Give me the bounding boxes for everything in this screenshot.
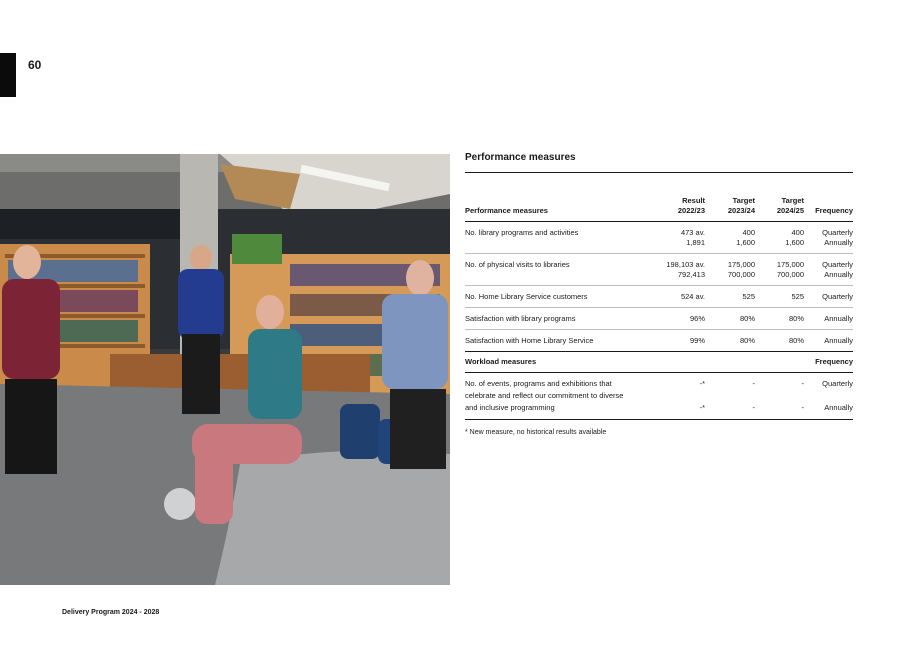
header-frequency: Frequency: [804, 196, 853, 222]
table-row: [465, 286, 853, 308]
workload-measures-heading: Workload measures: [465, 352, 655, 373]
footnote: * New measure, no historical results available: [465, 429, 607, 436]
section-title: Performance measures: [465, 152, 576, 163]
header-target-2024-25: Target 2024/25: [755, 196, 804, 222]
target-value: - -: [755, 373, 804, 420]
header-measure: Performance measures: [465, 196, 655, 222]
target-value: 525: [705, 286, 755, 308]
target-value: 400 1,600: [705, 222, 755, 254]
target-value: 80%: [755, 308, 804, 330]
frequency-value: Annually: [804, 330, 853, 352]
table-row: [465, 222, 853, 254]
frequency-value: Quarterly Annually: [804, 222, 853, 254]
table-row: [465, 254, 853, 286]
table-header-row: [465, 196, 853, 222]
measure-name: No. Home Library Service customers: [465, 286, 655, 308]
library-staff-photo: [0, 154, 450, 585]
result-value: 198,103 av. 792,413: [655, 254, 705, 286]
result-value: 96%: [655, 308, 705, 330]
table-row: [465, 330, 853, 352]
frequency-value: Quarterly Annually: [804, 373, 853, 420]
measure-name: Satisfaction with Home Library Service: [465, 330, 655, 352]
target-value: 80%: [705, 308, 755, 330]
result-value: 473 av. 1,891: [655, 222, 705, 254]
target-value: 80%: [755, 330, 804, 352]
page-tab-marker: [0, 53, 16, 97]
workload-header-row: [465, 352, 853, 373]
document-footer: Delivery Program 2024 - 2028: [62, 609, 160, 616]
frequency-value: Annually: [804, 308, 853, 330]
measure-name: No. of physical visits to libraries: [465, 254, 655, 286]
target-value: 400 1,600: [755, 222, 804, 254]
target-value: 525: [755, 286, 804, 308]
frequency-value: Quarterly: [804, 286, 853, 308]
target-value: 175,000 700,000: [755, 254, 804, 286]
title-divider: [465, 172, 853, 173]
measure-name: Satisfaction with library programs: [465, 308, 655, 330]
workload-frequency-heading: Frequency: [804, 352, 853, 373]
result-value: -* -*: [655, 373, 705, 420]
workload-row: [465, 373, 853, 420]
frequency-value: Quarterly Annually: [804, 254, 853, 286]
result-value: 99%: [655, 330, 705, 352]
page-number: 60: [28, 58, 42, 72]
target-value: 175,000 700,000: [705, 254, 755, 286]
performance-measures-table: [465, 196, 853, 420]
workload-measure-name: No. of events, programs and exhibitions that celebrate and reflect our commitment to diverse and inclusive programming: [465, 373, 655, 420]
result-value: 524 av.: [655, 286, 705, 308]
target-value: 80%: [705, 330, 755, 352]
header-result: Result 2022/23: [655, 196, 705, 222]
table-row: [465, 308, 853, 330]
measure-name: No. library programs and activities: [465, 222, 655, 254]
header-target-2023-24: Target 2023/24: [705, 196, 755, 222]
target-value: - -: [705, 373, 755, 420]
